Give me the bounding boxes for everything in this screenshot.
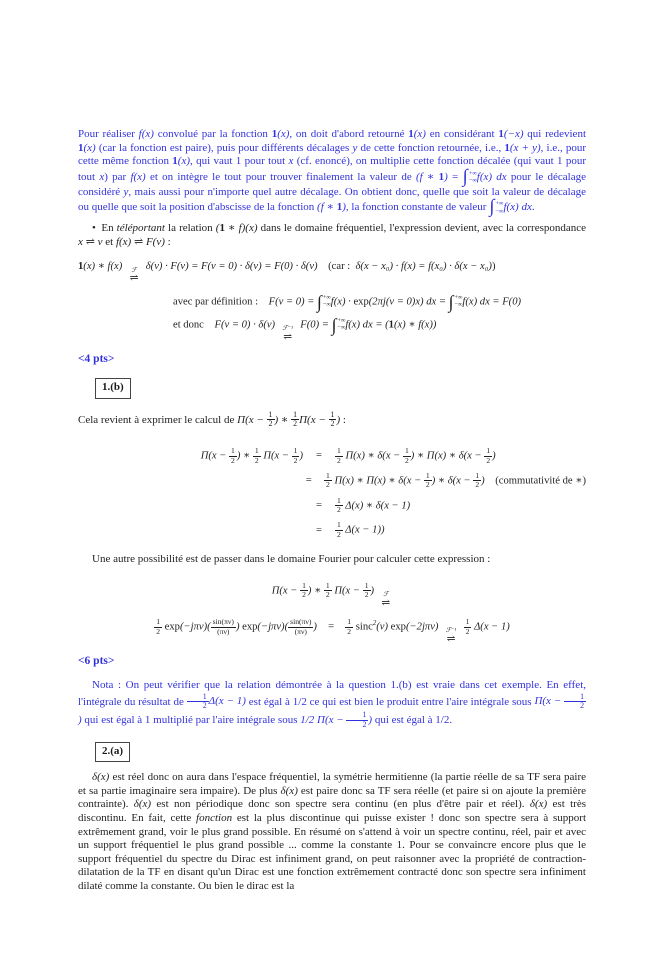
derivation-row: = $\frac{1}{2}$ Δ(x − 1)) [316,520,385,539]
derivation-row: = $\frac{1}{2}$ Δ(x) ∗ δ(x − 1) [316,495,411,515]
derivation-block [78,447,586,539]
question-label-1b: 1.(b) [95,378,131,399]
question-label-2a: 2.(a) [95,742,130,763]
question-label-wrap-2a [95,742,586,763]
eq-teleport-line2: avec par définition : F(ν = 0) = ∫ +∞ −∞ f(x) · exp(2πj(ν = 0)x) dx = ∫ +∞ −∞ f(x) dx = F(0) [173,292,522,313]
paragraph-nota: Nota : On peut vérifier que la relation démontrée à la question 1.(b) est vraie dans cet exemple. En effet, l'intégrale du résultat de $\frac{1}{2}$ Δ(x − 1) est égal à 1/2 ce qui est bien le produit entre l'aire intégrale sous Π(x − $\frac{1}{2}$ ) qui est égal à 1 multiplié par l'aire intégrale sous 1/2 Π(x − $\frac{1}{2}$ ) qui est égal à 1/2. [78,679,586,729]
paragraph-autre-possibilite: Une autre possibilité est de passer dans le domaine Fourier pour calculer cette expression : [92,553,491,566]
page-content [78,128,586,893]
derivation-row: = $\frac{1}{2}$ Π(x) ∗ Π(x) ∗ δ(x − $\frac{1}{2}$ ) ∗ δ(x − $\frac{1}{2}$ ) (commutativité de ∗) [305,470,586,490]
paragraph-teleport-bullet: • En téléportant la relation (1 ∗ f)(x) dans le domaine fréquentiel, l'expression devient, avec la correspondance x ⇌ ν et f(x) ⇌ F(ν) : [78,222,587,248]
points-badge-6pts: <6 pts> [78,654,115,667]
eq-teleport-line3: et donc F(ν = 0) · δ(ν) ℱ⁻¹ ⇌ F(0) = ∫ +∞ −∞ f(x) dx = (1(x) ∗ f(x)) [173,315,437,343]
eq-fourier-line1: Π(x − $\frac{1}{2}$ ) ∗ $\frac{1}{2}$ Π(x − $\frac{1}{2}$ ) ℱ ⇌ [271,580,391,609]
question-label-wrap-1b [95,378,586,399]
paragraph-2a-answer: δ(x) est réel donc on aura dans l'espace fréquentiel, la symétrie hermitienne (la partie réelle de sa TF sera paire et sa partie imaginaire sera impaire). De plus δ(x) est paire donc sa TF sera réelle (et paire si on ajoute la première contrainte). δ(x) est non périodique donc son spectre sera continu (en plus d'être pair et réel). δ(x) est très discontinu. En fait, cette fonction est la plus discontinue qui puisse exister ! donc son spectre sera à support extrêmement grand, voir le plus grand possible. En résumé on s'attend à voir un spectre continu, réel, pair et avec un support fréquentiel le plus grand possible ... comme la constante 1. Pour se convaincre encore plus que le support fréquentiel du spectre du Dirac est infiniment grand, on peut raisonner avec la propriété de contraction-dilatation de la TF en disant qu'un Dirac est une fonction extrêmement contracté donc son spectre sera infiniment dilaté comme la constante. Ou bien le dirac est la [78,771,587,892]
points-badge-4pts: <4 pts> [78,352,115,365]
eq-teleport-line1: 1(x) ∗ f(x) ℱ ⇌ δ(ν) · F(ν) = F(ν = 0) · δ(ν) = F(0) · δ(ν) (car : δ(x − x₀) · f(x) = f(x₀) · δ(x − x₀)) [78,261,496,285]
paragraph-cela: Cela revient à exprimer le calcul de Π(x − $\frac{1}{2}$ ) ∗ $\frac{1}{2}$ Π(x − $\frac{1}{2}$ ) : [78,409,346,429]
eq-fourier-line2: $\frac{1}{2}$ exp(−jπν)( $\frac{\sin(\pi\nu)}{(\pi\nu)}$ ) exp(−jπν)( $\frac{\sin(\pi\nu)}{(\pi\nu)}$ ) = $\frac{1}{2}$ sinc$^2$(ν) exp(−2jπν) ℱ⁻¹ ⇌ $\frac{1}{2}$ Δ(x − 1) [156,617,510,645]
paragraph-intro: Pour réaliser f(x) convolué par la fonction 1(x), on doit d'abord retourné 1(x) en considérant 1(−x) qui redevient 1(x) (car la fonction est paire), puis pour différents décalages y de cette fonction retournée, i.e., 1(x + y), i.e., pour cette même fonction 1(x), qui vaut 1 pour tout x (cf. enoncé), on multiplie cette fonction décalée (qui vaut 1 pour tout x) par f(x) et on intègre le tout pour trouver finalement la valeur de (f ∗ 1) = ∫ +∞ −∞ f(x) dx pour le décalage considéré y, mais aussi pour n'importe quel autre décalage. On obtient donc, quelle que soit la valeur de décalage ou quelle que soit la position d'abscisse de la fonction (f ∗ 1), la fonction constante de valeur ∫ +∞ −∞ f(x) dx. [78,128,587,218]
derivation-row: Π(x − $\frac{1}{2}$ ) ∗ $\frac{1}{2}$ Π(x − $\frac{1}{2}$ ) = $\frac{1}{2}$ Π(x) ∗ δ(x − $\frac{1}{2}$ ) ∗ Π(x) ∗ δ(x − $\frac{1}{2}$ ) [200,446,496,465]
